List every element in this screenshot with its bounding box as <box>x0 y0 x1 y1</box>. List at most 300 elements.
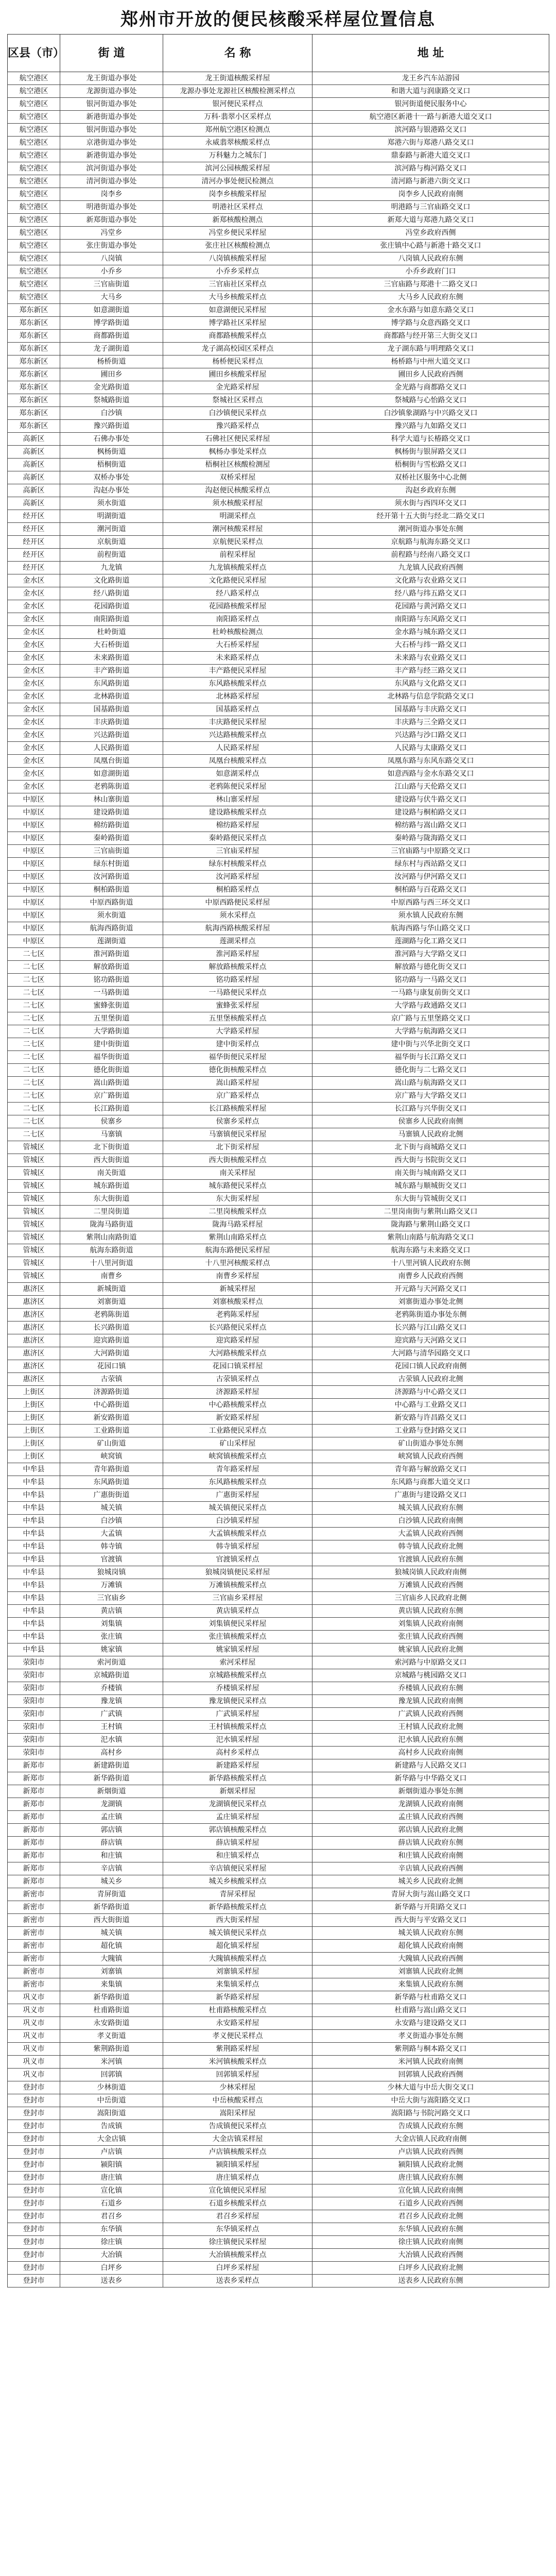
table-row <box>8 523 549 536</box>
cell-address: 豫龙镇人民政府南侧 <box>312 1695 549 1708</box>
cell-name: 如意湖便民采样屋 <box>163 304 312 317</box>
table-row <box>8 1218 549 1231</box>
cell-district: 中原区 <box>8 858 60 871</box>
cell-street: 狼城岗镇 <box>60 1566 163 1579</box>
cell-street: 青屏街道 <box>60 1888 163 1901</box>
cell-district: 金水区 <box>8 716 60 729</box>
cell-district: 登封市 <box>8 2249 60 2262</box>
cell-street: 刘寨镇 <box>60 1965 163 1978</box>
table-row <box>8 1708 549 1721</box>
cell-address: 官渡镇人民政府东侧 <box>312 1553 549 1566</box>
cell-street: 薛店镇 <box>60 1837 163 1850</box>
cell-district: 管城区 <box>8 1206 60 1218</box>
cell-district: 金水区 <box>8 768 60 781</box>
cell-district: 中牟县 <box>8 1515 60 1528</box>
cell-street: 乔楼镇 <box>60 1682 163 1695</box>
cell-district: 惠济区 <box>8 1347 60 1360</box>
table-row <box>8 1283 549 1296</box>
cell-street: 京城路街道 <box>60 1669 163 1682</box>
cell-name: 广惠街采样屋 <box>163 1489 312 1502</box>
cell-address: 新华路与中华路交叉口 <box>312 1772 549 1785</box>
table-row <box>8 1309 549 1321</box>
cell-name: 徐庄镇便民采样屋 <box>163 2236 312 2249</box>
header-address: 地 址 <box>312 35 549 72</box>
cell-address: 花园路与黄河路交叉口 <box>312 600 549 613</box>
cell-name: 潮河核酸采样屋 <box>163 523 312 536</box>
cell-address: 矿山街道办事处东侧 <box>312 1437 549 1450</box>
cell-district: 新密市 <box>8 1965 60 1978</box>
table-row <box>8 1566 549 1579</box>
cell-address: 紫荆山南路与航海路交叉口 <box>312 1231 549 1244</box>
cell-street: 须水街道 <box>60 909 163 922</box>
cell-district: 航空港区 <box>8 137 60 149</box>
cell-district: 郑东新区 <box>8 368 60 381</box>
cell-name: 中心路核酸采样点 <box>163 1399 312 1412</box>
table-row <box>8 1656 549 1669</box>
cell-address: 东风路与商都大道交叉口 <box>312 1476 549 1489</box>
cell-district: 荥阳市 <box>8 1695 60 1708</box>
table-row <box>8 162 549 175</box>
table-row <box>8 587 549 600</box>
cell-name: 福华街便民采样屋 <box>163 1051 312 1064</box>
table-row <box>8 2017 549 2030</box>
cell-address: 潮河街道办事处东侧 <box>312 523 549 536</box>
table-row <box>8 2210 549 2223</box>
cell-name: 陇海马路采样屋 <box>163 1218 312 1231</box>
cell-district: 中牟县 <box>8 1476 60 1489</box>
cell-district: 二七区 <box>8 1038 60 1051</box>
cell-address: 新郑大道与郑港九路交叉口 <box>312 214 549 227</box>
cell-name: 颍阳镇采样屋 <box>163 2159 312 2172</box>
cell-street: 福华街街道 <box>60 1051 163 1064</box>
table-row <box>8 858 549 871</box>
cell-street: 明湖街道 <box>60 510 163 523</box>
cell-district: 二七区 <box>8 1103 60 1115</box>
cell-address: 刘寨镇人民政府北侧 <box>312 1965 549 1978</box>
cell-street: 中原西路街道 <box>60 896 163 909</box>
cell-district: 高新区 <box>8 433 60 446</box>
table-row <box>8 1450 549 1463</box>
cell-name: 大隗镇核酸采样点 <box>163 1953 312 1965</box>
table-row <box>8 1193 549 1206</box>
cell-address: 嵩阳路与书院河路交叉口 <box>312 2107 549 2120</box>
cell-district: 航空港区 <box>8 175 60 188</box>
header-street: 街 道 <box>60 35 163 72</box>
table-row <box>8 1579 549 1592</box>
cell-street: 大河路街道 <box>60 1347 163 1360</box>
cell-name: 来集镇采样点 <box>163 1978 312 1991</box>
cell-district: 中牟县 <box>8 1618 60 1631</box>
cell-street: 工业路街道 <box>60 1425 163 1437</box>
table-row <box>8 1154 549 1167</box>
cell-district: 荥阳市 <box>8 1669 60 1682</box>
cell-address: 鼎泰路与新港大道交叉口 <box>312 149 549 162</box>
cell-district: 经开区 <box>8 562 60 574</box>
cell-street: 博学路街道 <box>60 317 163 330</box>
cell-address: 建设路与伏牛路交叉口 <box>312 793 549 806</box>
cell-address: 一马路与康复前街交叉口 <box>312 987 549 999</box>
cell-street: 京广路街道 <box>60 1090 163 1103</box>
cell-street: 文化路街道 <box>60 574 163 587</box>
table-row <box>8 137 549 149</box>
cell-address: 告成镇人民政府东侧 <box>312 2120 549 2133</box>
table-row <box>8 497 549 510</box>
cell-district: 中牟县 <box>8 1463 60 1476</box>
table-row <box>8 1940 549 1953</box>
cell-district: 登封市 <box>8 2159 60 2172</box>
cell-street: 大石桥街道 <box>60 639 163 652</box>
table-row <box>8 909 549 922</box>
cell-name: 五里堡核酸采样点 <box>163 1012 312 1025</box>
cell-name: 梧桐社区核酸检测屋 <box>163 459 312 471</box>
table-row <box>8 613 549 626</box>
cell-street: 东华镇 <box>60 2223 163 2236</box>
cell-street: 淮河路街道 <box>60 948 163 961</box>
cell-name: 建设路核酸采样点 <box>163 806 312 819</box>
cell-name: 乔楼镇采样屋 <box>163 1682 312 1695</box>
cell-name: 中岳核酸采样点 <box>163 2094 312 2107</box>
cell-address: 双桥社区服务中心北侧 <box>312 471 549 484</box>
cell-address: 文化路与农业路交叉口 <box>312 574 549 587</box>
cell-name: 城关镇便民采样点 <box>163 1927 312 1940</box>
cell-address: 德化街与二七路交叉口 <box>312 1064 549 1077</box>
cell-address: 高村乡人民政府南侧 <box>312 1747 549 1759</box>
cell-name: 万科·翡翠小区采样点 <box>163 111 312 124</box>
cell-address: 凤凰东路与东风东路交叉口 <box>312 755 549 768</box>
cell-address: 大隗镇人民政府西侧 <box>312 1953 549 1965</box>
cell-district: 荥阳市 <box>8 1734 60 1747</box>
cell-name: 新建路采样屋 <box>163 1759 312 1772</box>
cell-district: 中原区 <box>8 935 60 948</box>
table-row <box>8 368 549 381</box>
table-row <box>8 1643 549 1656</box>
cell-name: 杜岭核酸检测点 <box>163 626 312 639</box>
cell-name: 花园口镇采样屋 <box>163 1360 312 1373</box>
cell-street: 如意湖街道 <box>60 768 163 781</box>
cell-street: 卢店镇 <box>60 2146 163 2159</box>
cell-name: 郭店镇核酸采样点 <box>163 1824 312 1837</box>
cell-name: 新烟采样屋 <box>163 1785 312 1798</box>
cell-street: 嵩阳街道 <box>60 2107 163 2120</box>
cell-district: 航空港区 <box>8 111 60 124</box>
cell-name: 石佛社区便民采样屋 <box>163 433 312 446</box>
cell-street: 豫龙镇 <box>60 1695 163 1708</box>
cell-name: 大河路核酸采样点 <box>163 1347 312 1360</box>
table-row <box>8 665 549 677</box>
cell-street: 花园口镇 <box>60 1360 163 1373</box>
table-row <box>8 1038 549 1051</box>
cell-street: 高村乡 <box>60 1747 163 1759</box>
cell-name: 前程采样屋 <box>163 549 312 562</box>
table-row <box>8 1515 549 1528</box>
table-row <box>8 1373 549 1386</box>
cell-name: 黄店镇采样点 <box>163 1605 312 1618</box>
cell-name: 索河采样屋 <box>163 1656 312 1669</box>
cell-address: 大金店镇人民政府南侧 <box>312 2133 549 2146</box>
cell-address: 送表乡人民政府东侧 <box>312 2275 549 2287</box>
cell-name: 张庄社区核酸检测点 <box>163 240 312 252</box>
cell-name: 岗李乡核酸采样屋 <box>163 188 312 201</box>
cell-address: 商都路与经开第三大街交叉口 <box>312 330 549 343</box>
cell-district: 航空港区 <box>8 149 60 162</box>
cell-street: 白沙镇 <box>60 1515 163 1528</box>
cell-name: 小乔乡采样点 <box>163 265 312 278</box>
cell-address: 莲湖路与化工路交叉口 <box>312 935 549 948</box>
cell-address: 江山路与天伦路交叉口 <box>312 781 549 793</box>
cell-district: 二七区 <box>8 974 60 987</box>
cell-district: 管城区 <box>8 1257 60 1270</box>
table-row <box>8 1180 549 1193</box>
table-row <box>8 420 549 433</box>
cell-address: 小乔乡政府门口 <box>312 265 549 278</box>
cell-name: 二里岗核酸采样点 <box>163 1206 312 1218</box>
table-row <box>8 2223 549 2236</box>
cell-street: 郭店镇 <box>60 1824 163 1837</box>
cell-address: 经开第十五大街与经北二路交叉口 <box>312 510 549 523</box>
cell-name: 白沙镇采样屋 <box>163 1515 312 1528</box>
cell-district: 高新区 <box>8 459 60 471</box>
table-row <box>8 72 549 85</box>
cell-name: 中原西路便民采样屋 <box>163 896 312 909</box>
cell-name: 豫龙镇便民采样点 <box>163 1695 312 1708</box>
cell-name: 宣化镇便民采样屋 <box>163 2184 312 2197</box>
cell-street: 古荥镇 <box>60 1373 163 1386</box>
cell-name: 薛店镇采样屋 <box>163 1837 312 1850</box>
cell-district: 惠济区 <box>8 1283 60 1296</box>
cell-district: 上街区 <box>8 1450 60 1463</box>
cell-address: 广惠街与建设路交叉口 <box>312 1489 549 1502</box>
cell-district: 登封市 <box>8 2223 60 2236</box>
cell-address: 辛店镇人民政府西侧 <box>312 1862 549 1875</box>
table-row <box>8 600 549 613</box>
cell-street: 滨河街道办事处 <box>60 162 163 175</box>
table-row <box>8 1334 549 1347</box>
table-row <box>8 1631 549 1643</box>
cell-district: 二七区 <box>8 1025 60 1038</box>
cell-street: 丰庆路街道 <box>60 716 163 729</box>
cell-street: 紫荆山南路街道 <box>60 1231 163 1244</box>
cell-street: 龙王街道办事处 <box>60 72 163 85</box>
cell-address: 滨河路与银港路交叉口 <box>312 124 549 137</box>
table-row <box>8 1115 549 1128</box>
table-row <box>8 265 549 278</box>
cell-district: 新密市 <box>8 1901 60 1914</box>
table-row <box>8 188 549 201</box>
cell-street: 张庄街道办事处 <box>60 240 163 252</box>
cell-address: 金光路与商都路交叉口 <box>312 381 549 394</box>
cell-district: 二七区 <box>8 1115 60 1128</box>
cell-address: 韩寺镇人民政府北侧 <box>312 1540 549 1553</box>
cell-street: 沟赵办事处 <box>60 484 163 497</box>
cell-district: 二七区 <box>8 987 60 999</box>
table-row <box>8 1862 549 1875</box>
cell-address: 大石桥与纬一路交叉口 <box>312 639 549 652</box>
cell-name: 米河镇核酸采样点 <box>163 2056 312 2069</box>
cell-street: 广武镇 <box>60 1708 163 1721</box>
cell-district: 金水区 <box>8 600 60 613</box>
cell-street: 京航街道 <box>60 536 163 549</box>
table-row <box>8 85 549 98</box>
cell-name: 京城路核酸采样点 <box>163 1669 312 1682</box>
table-header-row <box>8 35 549 72</box>
cell-street: 金光路街道 <box>60 381 163 394</box>
table-body <box>8 72 549 2287</box>
cell-street: 潮河街道 <box>60 523 163 536</box>
cell-district: 航空港区 <box>8 162 60 175</box>
table-row <box>8 2069 549 2081</box>
cell-name: 汜水镇采样屋 <box>163 1734 312 1747</box>
cell-street: 银河街道办事处 <box>60 98 163 111</box>
cell-street: 须水街道 <box>60 497 163 510</box>
cell-name: 白坪乡采样屋 <box>163 2262 312 2275</box>
cell-street: 汜水镇 <box>60 1734 163 1747</box>
header-name: 名 称 <box>163 35 312 72</box>
cell-street: 莲湖街道 <box>60 935 163 948</box>
cell-address: 峡窝镇人民政府西侧 <box>312 1450 549 1463</box>
cell-name: 沟赵便民核酸采样点 <box>163 484 312 497</box>
cell-street: 新郑街道办事处 <box>60 214 163 227</box>
cell-address: 中岳大街与嵩阳路交叉口 <box>312 2094 549 2107</box>
cell-address: 南曹乡人民政府西侧 <box>312 1270 549 1283</box>
cell-address: 岗李乡人民政府南侧 <box>312 188 549 201</box>
cell-address: 青屏大街与嵩山路交叉口 <box>312 1888 549 1901</box>
cell-address: 紫荆路与桐本路交叉口 <box>312 2043 549 2056</box>
cell-street: 新华路街道 <box>60 1901 163 1914</box>
table-row <box>8 961 549 974</box>
table-row <box>8 1502 549 1515</box>
cell-address: 马寨镇人民政府北侧 <box>312 1128 549 1141</box>
cell-district: 郑东新区 <box>8 330 60 343</box>
cell-district: 登封市 <box>8 2133 60 2146</box>
table-row <box>8 1991 549 2004</box>
cell-district: 郑东新区 <box>8 343 60 355</box>
cell-street: 未来路街道 <box>60 652 163 665</box>
cell-name: 矿山采样屋 <box>163 1437 312 1450</box>
cell-district: 巩义市 <box>8 2004 60 2017</box>
cell-district: 二七区 <box>8 961 60 974</box>
cell-street: 嵩山路街道 <box>60 1077 163 1090</box>
cell-street: 回郭镇 <box>60 2069 163 2081</box>
cell-name: 姚家镇采样屋 <box>163 1643 312 1656</box>
cell-address: 北林路与信息学院路交叉口 <box>312 690 549 703</box>
table-row <box>8 1734 549 1747</box>
cell-street: 刘集镇 <box>60 1618 163 1631</box>
cell-address: 城关镇人民政府东侧 <box>312 1502 549 1515</box>
cell-district: 中牟县 <box>8 1605 60 1618</box>
cell-name: 刘寨镇采样屋 <box>163 1965 312 1978</box>
cell-district: 新郑市 <box>8 1772 60 1785</box>
cell-district: 管城区 <box>8 1193 60 1206</box>
table-row <box>8 806 549 819</box>
table-row <box>8 98 549 111</box>
cell-district: 巩义市 <box>8 2030 60 2043</box>
cell-name: 豫兴路采样点 <box>163 420 312 433</box>
cell-street: 豫兴路街道 <box>60 420 163 433</box>
table-row <box>8 446 549 459</box>
cell-district: 航空港区 <box>8 98 60 111</box>
table-row <box>8 819 549 832</box>
cell-district: 经开区 <box>8 549 60 562</box>
cell-name: 龙子湖高校园区采样点 <box>163 343 312 355</box>
cell-address: 金水东路与如意东路交叉口 <box>312 304 549 317</box>
cell-address: 大马乡人民政府东侧 <box>312 291 549 304</box>
cell-district: 新郑市 <box>8 1837 60 1850</box>
table-row <box>8 1978 549 1991</box>
table-row <box>8 1553 549 1566</box>
cell-address: 青年路与解放路交叉口 <box>312 1463 549 1476</box>
cell-address: 大河路与清华园路交叉口 <box>312 1347 549 1360</box>
table-row <box>8 549 549 562</box>
cell-name: 人民路采样屋 <box>163 742 312 755</box>
cell-street: 丰产路街道 <box>60 665 163 677</box>
cell-name: 三官庙社区采样点 <box>163 278 312 291</box>
cell-district: 管城区 <box>8 1270 60 1283</box>
table-row <box>8 987 549 999</box>
cell-address: 长兴路与江山路交叉口 <box>312 1321 549 1334</box>
cell-name: 北下街采样屋 <box>163 1141 312 1154</box>
table-row <box>8 2004 549 2017</box>
cell-district: 高新区 <box>8 484 60 497</box>
cell-street: 花园路街道 <box>60 600 163 613</box>
cell-street: 西大街街道 <box>60 1914 163 1927</box>
cell-street: 新烟街道 <box>60 1785 163 1798</box>
cell-district: 新郑市 <box>8 1824 60 1837</box>
table-row <box>8 1064 549 1077</box>
cell-name: 唐庄镇采样点 <box>163 2172 312 2184</box>
cell-name: 老鸦陈便民采样屋 <box>163 781 312 793</box>
cell-district: 惠济区 <box>8 1321 60 1334</box>
cell-district: 二七区 <box>8 1012 60 1025</box>
cell-name: 建中街采样点 <box>163 1038 312 1051</box>
cell-name: 新安路采样屋 <box>163 1412 312 1425</box>
cell-name: 城东路便民采样点 <box>163 1180 312 1193</box>
cell-district: 金水区 <box>8 626 60 639</box>
cell-district: 航空港区 <box>8 278 60 291</box>
cell-address: 北下街与商城路交叉口 <box>312 1141 549 1154</box>
cell-street: 杜甫路街道 <box>60 2004 163 2017</box>
table-row <box>8 459 549 471</box>
cell-street: 大马乡 <box>60 291 163 304</box>
cell-name: 工业路便民采样点 <box>163 1425 312 1437</box>
cell-name: 西大街采样屋 <box>163 1914 312 1927</box>
cell-district: 郑东新区 <box>8 381 60 394</box>
cell-district: 中原区 <box>8 884 60 896</box>
cell-name: 马寨镇便民采样屋 <box>163 1128 312 1141</box>
cell-district: 高新区 <box>8 497 60 510</box>
cell-street: 三官庙街道 <box>60 278 163 291</box>
table-row <box>8 781 549 793</box>
cell-street: 绿东村街道 <box>60 858 163 871</box>
cell-street: 龙子湖街道 <box>60 343 163 355</box>
cell-street: 汝河路街道 <box>60 871 163 884</box>
cell-district: 管城区 <box>8 1231 60 1244</box>
cell-name: 青屏采样屋 <box>163 1888 312 1901</box>
cell-district: 管城区 <box>8 1244 60 1257</box>
cell-name: 龙源办事处龙源社区核酸检测采样点 <box>163 85 312 98</box>
cell-address: 杨桥路与中州大道交叉口 <box>312 355 549 368</box>
cell-district: 经开区 <box>8 536 60 549</box>
table-row <box>8 755 549 768</box>
cell-name: 桐柏路采样点 <box>163 884 312 896</box>
cell-name: 国基路采样点 <box>163 703 312 716</box>
table-row <box>8 1798 549 1811</box>
table-row <box>8 2133 549 2146</box>
cell-address: 新华路与杜甫路交叉口 <box>312 1991 549 2004</box>
cell-address: 东华镇人民政府东侧 <box>312 2223 549 2236</box>
table-row <box>8 703 549 716</box>
cell-district: 航空港区 <box>8 227 60 240</box>
cell-district: 新密市 <box>8 1940 60 1953</box>
